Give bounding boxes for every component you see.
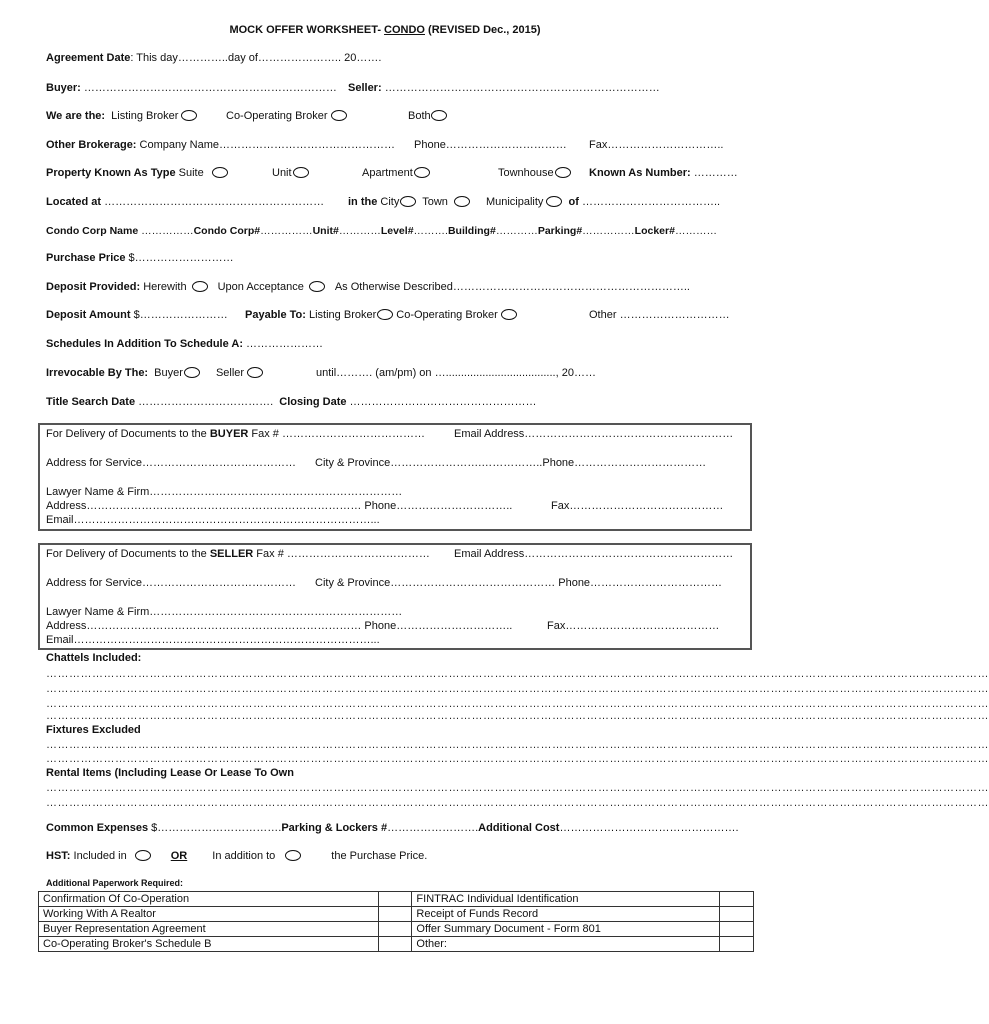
fixtures-label: Fixtures Excluded — [46, 724, 141, 736]
chattels-line-4[interactable]: ………………………………………………………………………………………………………………………………………………………………………………………………………………………… — [46, 710, 989, 722]
checkbox-cell[interactable] — [378, 892, 412, 907]
seller-city-phone[interactable]: City & Province……………………………………… Phone……………………………… — [315, 577, 723, 589]
irrevocable-seller-radio[interactable] — [247, 367, 263, 378]
checkbox-cell[interactable] — [378, 937, 412, 952]
located-at-line[interactable]: Located at …………………………………………………… — [46, 196, 325, 208]
seller-lawyer-email[interactable]: Email………………………………………………………………………... — [46, 634, 380, 646]
suite-radio[interactable] — [212, 167, 228, 178]
property-type-line: Property Known As Type Suite — [46, 167, 231, 179]
city-radio[interactable] — [400, 196, 416, 207]
title-search-line[interactable]: Title Search Date ………………………………. Closing Date …………………………………………… — [46, 396, 537, 408]
irrevocable-buyer-radio[interactable] — [184, 367, 200, 378]
common-expenses-line[interactable]: Common Expenses $…………………………….Parking & Lockers #…………………….Additional Cost…………………………………………. — [46, 822, 739, 834]
co-operating-broker-option: Co-Operating Broker — [226, 110, 350, 122]
seller-lawyer-address[interactable]: Address………………………………………………………………… Phone………………………….. — [46, 620, 513, 632]
hst-included-radio[interactable] — [135, 850, 151, 861]
buyer-address-service[interactable]: Address for Service…………………………………… — [46, 457, 296, 469]
irrevocable-line: Irrevocable By The: Buyer Seller — [46, 367, 266, 379]
condo-corp-line[interactable]: Condo Corp Name ……………Condo Corp#……………Unit#…………Level#……….Building#…………Parking#……………Locker#………… — [46, 225, 717, 237]
townhouse-radio[interactable] — [555, 167, 571, 178]
payable-to: Payable To: Listing Broker Co-Operating Broker — [245, 309, 520, 321]
fixtures-line-1[interactable]: ………………………………………………………………………………………………………………………………………………………………………………………………………………………… — [46, 739, 989, 751]
paperwork-table — [38, 891, 754, 952]
brokerage-fax[interactable]: Fax………………………….. — [589, 139, 724, 151]
deposit-provided-line: Deposit Provided: Herewith Upon Acceptance As Otherwise Described……………………………………………………….. — [46, 281, 690, 293]
buyer-email[interactable]: Email Address………………………………………………… — [454, 428, 734, 440]
herewith-radio[interactable] — [192, 281, 208, 292]
payable-cooperating-radio[interactable] — [501, 309, 517, 320]
buyer-lawyer-address[interactable]: Address………………………………………………………………… Phone………………………….. — [46, 500, 513, 512]
payable-listing-radio[interactable] — [377, 309, 393, 320]
hst-line: HST: Included in OR In addition to the Purchase Price. — [46, 850, 428, 862]
table-row: Confirmation Of Co-Operation FINTRAC Individual Identification — [39, 892, 754, 907]
buyer-lawyer-email[interactable]: Email………………………………………………………………………... — [46, 514, 380, 526]
irrevocable-until[interactable]: until………. (am/pm) on …...................................., 20…… — [316, 367, 596, 379]
seller-lawyer-fax[interactable]: Fax…………………………………… — [547, 620, 720, 632]
checkbox-cell[interactable] — [378, 922, 412, 937]
unit-option: Unit — [272, 167, 312, 179]
chattels-line-1[interactable]: ………………………………………………………………………………………………………………………………………………………………………………………………………………………… — [46, 668, 989, 680]
seller-email[interactable]: Email Address………………………………………………… — [454, 548, 734, 560]
rental-line-2[interactable]: ………………………………………………………………………………………………………………………………………………………………………………………………………………………… — [46, 797, 989, 809]
chattels-label: Chattels Included: — [46, 652, 142, 664]
table-row: Working With A Realtor Receipt of Funds Record — [39, 907, 754, 922]
fixtures-line-2[interactable]: ………………………………………………………………………………………………………………………………………………………………………………………………………………………… — [46, 753, 989, 765]
chattels-line-3[interactable]: ………………………………………………………………………………………………………………………………………………………………………………………………………………………… — [46, 698, 989, 710]
in-the-options: in the City Town Municipality of ……………………………….. — [348, 196, 721, 208]
apartment-radio[interactable] — [414, 167, 430, 178]
both-option: Both — [408, 110, 450, 122]
deposit-amount-line[interactable]: Deposit Amount $…………………… — [46, 309, 228, 321]
brokerage-phone[interactable]: Phone…………………………… — [414, 139, 567, 151]
buyer-lawyer[interactable]: Lawyer Name & Firm…………………………………………………………… — [46, 486, 403, 498]
buyer-city-phone[interactable]: City & Province…………………….……………..Phone……………………………… — [315, 457, 707, 469]
we-are-the-line: We are the: Listing Broker — [46, 110, 200, 122]
municipality-radio[interactable] — [546, 196, 562, 207]
purchase-price-line[interactable]: Purchase Price $……………………… — [46, 252, 234, 264]
apartment-option: Apartment — [362, 167, 433, 179]
co-operating-broker-radio[interactable] — [331, 110, 347, 121]
seller-address-service[interactable]: Address for Service…………………………………… — [46, 577, 296, 589]
unit-radio[interactable] — [293, 167, 309, 178]
both-radio[interactable] — [431, 110, 447, 121]
paperwork-label: Additional Paperwork Required: — [46, 878, 184, 888]
rental-line-1[interactable]: ………………………………………………………………………………………………………………………………………………………………………………………………………………………… — [46, 782, 989, 794]
townhouse-option: Townhouse — [498, 167, 574, 179]
seller-line[interactable]: Seller: ………………………………………………………………… — [348, 82, 660, 94]
seller-lawyer[interactable]: Lawyer Name & Firm…………………………………………………………… — [46, 606, 403, 618]
seller-fax[interactable]: For Delivery of Documents to the SELLER Fax # ………………………………… — [46, 548, 430, 560]
schedules-line[interactable]: Schedules In Addition To Schedule A: ………………… — [46, 338, 324, 350]
listing-broker-radio[interactable] — [181, 110, 197, 121]
buyer-lawyer-fax[interactable]: Fax…………………………………… — [551, 500, 724, 512]
seller-delivery-box — [38, 543, 752, 650]
chattels-line-2[interactable]: ………………………………………………………………………………………………………………………………………………………………………………………………………………………… — [46, 683, 989, 695]
known-as-number[interactable]: Known As Number: ………… — [589, 167, 738, 179]
checkbox-cell[interactable] — [720, 937, 754, 952]
form-title: MOCK OFFER WORKSHEET- CONDO (REVISED Dec., 2015) — [229, 24, 541, 36]
table-row: Buyer Representation Agreement Offer Summary Document - Form 801 — [39, 922, 754, 937]
checkbox-cell[interactable] — [378, 907, 412, 922]
buyer-fax[interactable]: For Delivery of Documents to the BUYER Fax # ………………………………… — [46, 428, 425, 440]
buyer-delivery-box — [38, 423, 752, 531]
buyer-line[interactable]: Buyer: …………………………………………………………… — [46, 82, 337, 94]
town-radio[interactable] — [454, 196, 470, 207]
hst-addition-radio[interactable] — [285, 850, 301, 861]
rental-label: Rental Items (Including Lease Or Lease To Own — [46, 767, 294, 779]
checkbox-cell[interactable] — [720, 907, 754, 922]
payable-other[interactable]: Other ………………………… — [589, 309, 730, 321]
agreement-date-line[interactable]: Agreement Date: This day…………..day of………………….. 20……. — [46, 52, 382, 64]
upon-acceptance-radio[interactable] — [309, 281, 325, 292]
checkbox-cell[interactable] — [720, 892, 754, 907]
checkbox-cell[interactable] — [720, 922, 754, 937]
other-brokerage-line[interactable]: Other Brokerage: Company Name………………………………………… — [46, 139, 396, 151]
table-row: Co-Operating Broker's Schedule B Other: — [39, 937, 754, 952]
